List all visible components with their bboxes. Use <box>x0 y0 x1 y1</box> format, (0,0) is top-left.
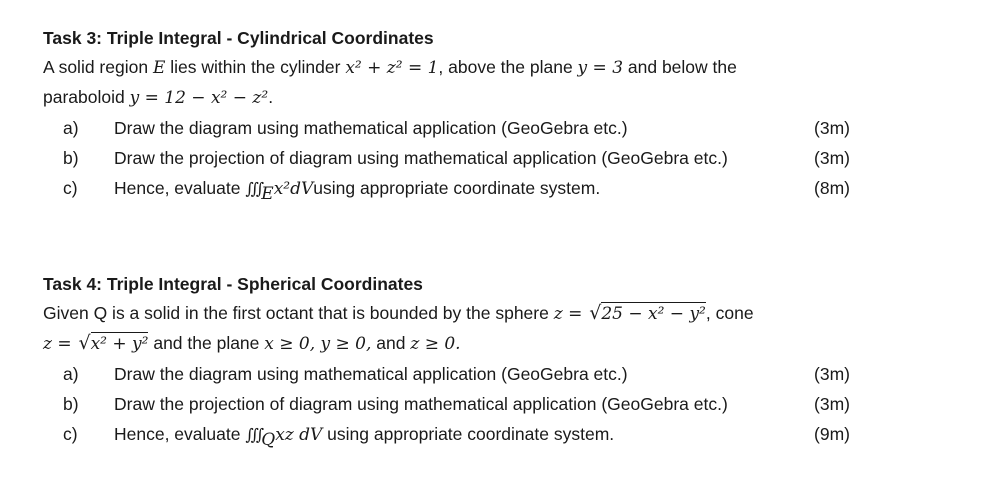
triple-integral-symbol: ∭ <box>245 425 262 444</box>
sphere-lhs: z = <box>553 304 583 324</box>
plane-equation: y = 3 <box>577 58 624 78</box>
cylinder-equation: x² + z² = 1 <box>345 58 439 78</box>
cone-lhs: z = <box>43 334 72 354</box>
task-3-item-c <box>43 173 863 203</box>
item-marks: (3m) <box>814 148 850 168</box>
task-3-item-a <box>43 113 863 143</box>
item-label: c) <box>63 424 78 444</box>
task-4 <box>43 270 863 449</box>
item-text: Hence, evaluate $∭_Ex^2dVusing$ appropriate coordinate system. <box>114 178 601 204</box>
item-text: Hence, evaluate $∭_Qxz$ dV using appropriate coordinate system. <box>114 424 615 450</box>
integral-subscript: Q <box>261 430 276 450</box>
task-3-description-line-1: A solid region E lies within the cylinder x² + z² = 1, above the plane y = 3 and below the <box>43 57 737 78</box>
plane-condition-2: z ≥ 0. <box>410 334 461 354</box>
task-3-title: Task 3: Triple Integral - Cylindrical Coordinates <box>43 28 434 48</box>
item-label: a) <box>63 364 79 384</box>
sphere-sqrt: √25 − x² − y² <box>589 302 706 324</box>
item-text: Draw the projection of diagram using mathematical application (GeoGebra etc.) <box>114 394 728 414</box>
task-4-item-c <box>43 419 863 449</box>
item-marks: (3m) <box>814 118 850 138</box>
item-text: Draw the diagram using mathematical application (GeoGebra etc.) <box>114 364 628 384</box>
integrand: xz dV <box>275 425 323 445</box>
task-4-description-line-2: z = √x² + y² and the plane x ≥ 0, y ≥ 0, and z ≥ 0. <box>43 328 863 359</box>
plane-condition-1: x ≥ 0, y ≥ 0, <box>264 334 372 354</box>
item-marks: (3m) <box>814 364 850 384</box>
task-4-item-a <box>43 359 863 389</box>
task-3-description-line-2: paraboloid y = 12 − x² − z². <box>43 87 274 108</box>
item-marks: (3m) <box>814 394 850 414</box>
item-text: Draw the projection of diagram using mathematical application (GeoGebra etc.) <box>114 148 728 168</box>
item-text: Draw the diagram using mathematical application (GeoGebra etc.) <box>114 118 628 138</box>
region-e: E <box>152 58 166 78</box>
sqrt-icon: √ <box>78 332 91 354</box>
task-3-item-b <box>43 143 863 173</box>
task-3 <box>43 24 863 203</box>
item-label: c) <box>63 178 78 198</box>
paraboloid-equation: y = 12 − x² − z² <box>129 88 269 108</box>
item-label: b) <box>63 394 79 414</box>
sqrt-icon: √ <box>589 302 602 324</box>
triple-integral-symbol: ∭ <box>245 179 262 198</box>
integrand: x²dV <box>273 179 314 199</box>
item-label: a) <box>63 118 79 138</box>
task-4-description-line-1: Given Q is a solid in the first octant that is bounded by the sphere z = √25 − x² − y², cone <box>43 298 863 328</box>
cone-sqrt: √x² + y² <box>78 332 149 354</box>
item-marks: (9m) <box>814 424 850 444</box>
item-label: b) <box>63 148 79 168</box>
task-4-title: Task 4: Triple Integral - Spherical Coordinates <box>43 274 423 294</box>
integral-subscript: E <box>261 184 274 204</box>
task-4-item-b <box>43 389 863 419</box>
item-marks: (8m) <box>814 178 850 198</box>
